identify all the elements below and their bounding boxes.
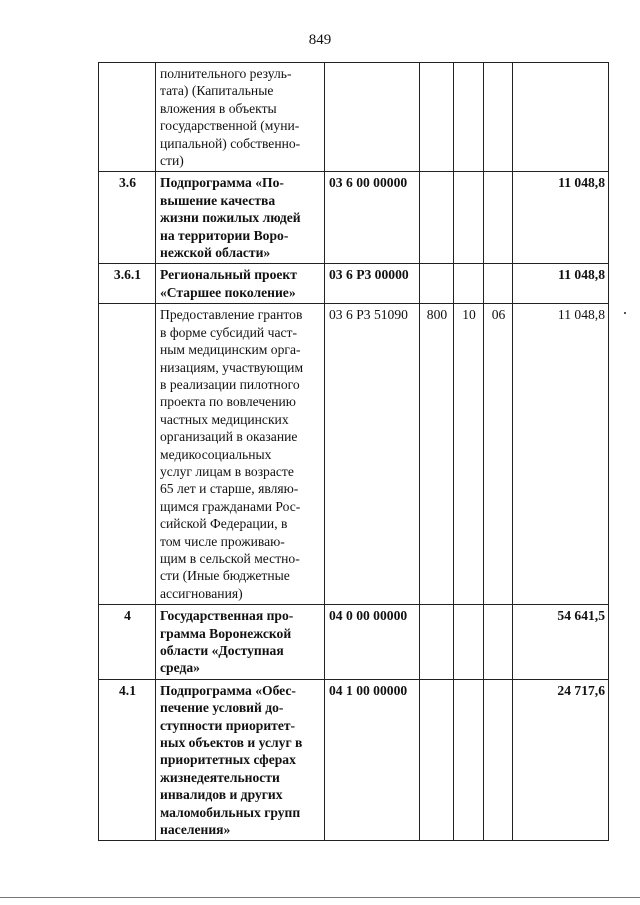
row-section-cell xyxy=(454,172,484,264)
row-section-cell: 10 xyxy=(454,304,484,605)
row-code-cell: 04 0 00 00000 xyxy=(325,605,420,680)
row-name-cell: Подпрограмма «Обес- печение условий до- ступности приоритет- ных объектов и услуг в приоритетных сферах жизнедеятельности инвалидов и других маломобильных групп населения» xyxy=(156,679,325,841)
row-expense-type-cell xyxy=(420,172,454,264)
row-subsection-cell xyxy=(484,679,513,841)
row-subsection-cell xyxy=(484,63,513,172)
table-row xyxy=(99,679,609,841)
row-expense-type-cell xyxy=(420,679,454,841)
row-amount-cell: 11 048,8 xyxy=(513,304,609,605)
row-expense-type-cell: 800 xyxy=(420,304,454,605)
page-bottom-rule xyxy=(0,897,640,898)
row-number-cell: 3.6 xyxy=(99,172,156,264)
budget-table xyxy=(98,62,609,841)
row-number-cell xyxy=(99,63,156,172)
row-section-cell xyxy=(454,63,484,172)
row-code-cell: 03 6 Р3 51090 xyxy=(325,304,420,605)
row-code-cell: 03 6 Р3 00000 xyxy=(325,264,420,304)
row-name-cell: Государственная про- грамма Воронежской области «Доступная среда» xyxy=(156,605,325,680)
row-code-cell: 04 1 00 00000 xyxy=(325,679,420,841)
row-amount-cell: 24 717,6 xyxy=(513,679,609,841)
row-name-cell: Предоставление грантов в форме субсидий част- ным медицинским орга- низациям, участвующим в реализации пилотного проекта по вовлечению частных медицинских организаций в оказание медикосоциальных услуг лицам в возрасте 65 лет и старше, являю- щимся гражданами Рос- сийской Федерации, в том числе проживаю- щим в сельской местно- сти (Иные бюджетные ассигнования) xyxy=(156,304,325,605)
row-name-cell: полнительного резуль- тата) (Капитальные вложения в объекты государственной (муни- ципальной) собственно- сти) xyxy=(156,63,325,172)
row-number-cell: 4 xyxy=(99,605,156,680)
table-row xyxy=(99,605,609,680)
row-name-cell: Региональный проект «Старшее поколение» xyxy=(156,264,325,304)
table-row xyxy=(99,172,609,264)
row-subsection-cell xyxy=(484,605,513,680)
table-row xyxy=(99,264,609,304)
row-subsection-cell xyxy=(484,172,513,264)
row-amount-cell: 11 048,8 xyxy=(513,172,609,264)
row-amount-cell: 54 641,5 xyxy=(513,605,609,680)
table-row xyxy=(99,63,609,172)
row-subsection-cell: 06 xyxy=(484,304,513,605)
row-amount-cell: 11 048,8 xyxy=(513,264,609,304)
row-section-cell xyxy=(454,679,484,841)
row-amount-cell xyxy=(513,63,609,172)
row-number-cell: 3.6.1 xyxy=(99,264,156,304)
row-section-cell xyxy=(454,605,484,680)
scan-speck xyxy=(624,312,626,314)
row-expense-type-cell xyxy=(420,264,454,304)
row-number-cell: 4.1 xyxy=(99,679,156,841)
table-row xyxy=(99,304,609,605)
row-expense-type-cell xyxy=(420,63,454,172)
row-subsection-cell xyxy=(484,264,513,304)
row-code-cell: 03 6 00 00000 xyxy=(325,172,420,264)
row-expense-type-cell xyxy=(420,605,454,680)
page-number: 849 xyxy=(308,32,332,48)
row-code-cell xyxy=(325,63,420,172)
row-number-cell xyxy=(99,304,156,605)
row-section-cell xyxy=(454,264,484,304)
row-name-cell: Подпрограмма «По- вышение качества жизни пожилых людей на территории Воро- нежской области» xyxy=(156,172,325,264)
